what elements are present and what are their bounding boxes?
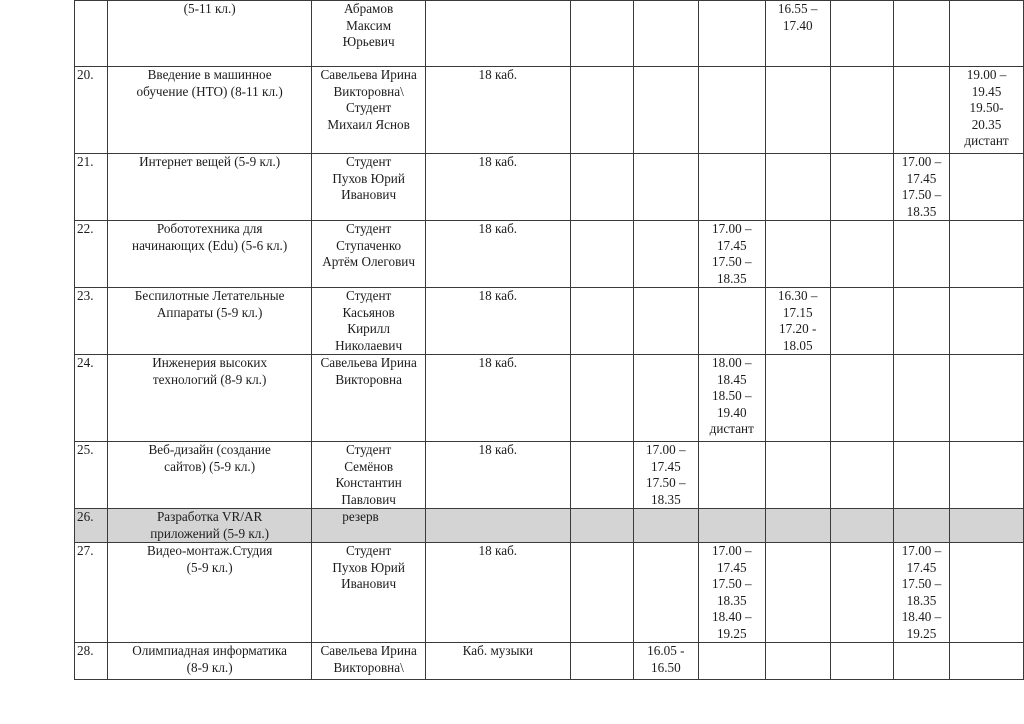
time-slot-1 — [570, 509, 633, 543]
time-slot-6 — [893, 442, 949, 509]
table-row — [75, 154, 1024, 221]
teacher-name: Савельева Ирина Викторовна — [312, 355, 426, 442]
row-number: 27. — [75, 543, 108, 643]
time-slot-3 — [699, 442, 766, 509]
time-slot-1 — [570, 67, 633, 154]
room-cell: Каб. музыки — [425, 643, 570, 680]
time-slot-7 — [950, 442, 1024, 509]
time-slot-2 — [633, 221, 698, 288]
table-row — [75, 67, 1024, 154]
time-slot-5 — [830, 543, 893, 643]
row-number: 25. — [75, 442, 108, 509]
time-slot-7 — [950, 355, 1024, 442]
time-slot-7 — [950, 154, 1024, 221]
time-slot-2 — [633, 355, 698, 442]
time-slot-4: 16.55 – 17.40 — [765, 1, 830, 67]
row-number: 26. — [75, 509, 108, 543]
time-slot-4 — [765, 221, 830, 288]
time-slot-3: 17.00 – 17.45 17.50 – 18.35 18.40 – 19.25 — [699, 543, 766, 643]
row-number: 23. — [75, 288, 108, 355]
time-slot-4 — [765, 355, 830, 442]
room-cell — [425, 1, 570, 67]
time-slot-5 — [830, 643, 893, 680]
teacher-name: резерв — [312, 509, 426, 543]
row-number: 21. — [75, 154, 108, 221]
table-row — [75, 355, 1024, 442]
time-slot-2 — [633, 509, 698, 543]
time-slot-5 — [830, 442, 893, 509]
schedule-rows — [75, 1, 1024, 680]
row-number: 20. — [75, 67, 108, 154]
row-number: 28. — [75, 643, 108, 680]
time-slot-6 — [893, 288, 949, 355]
teacher-name: Студент Пухов Юрий Иванович — [312, 154, 426, 221]
course-name: Беспилотные Летательные Аппараты (5-9 кл.) — [108, 288, 312, 355]
time-slot-2 — [633, 543, 698, 643]
time-slot-2: 17.00 – 17.45 17.50 – 18.35 — [633, 442, 698, 509]
time-slot-4 — [765, 442, 830, 509]
time-slot-6 — [893, 67, 949, 154]
room-cell: 18 каб. — [425, 67, 570, 154]
time-slot-6 — [893, 509, 949, 543]
time-slot-6 — [893, 643, 949, 680]
time-slot-7 — [950, 643, 1024, 680]
time-slot-1 — [570, 1, 633, 67]
time-slot-2 — [633, 154, 698, 221]
time-slot-2 — [633, 1, 698, 67]
time-slot-1 — [570, 288, 633, 355]
time-slot-7 — [950, 543, 1024, 643]
course-name: (5-11 кл.) — [108, 1, 312, 67]
time-slot-3 — [699, 509, 766, 543]
teacher-name: Савельева Ирина Викторовна\ — [312, 643, 426, 680]
teacher-name: Студент Касьянов Кирилл Николаевич — [312, 288, 426, 355]
time-slot-7 — [950, 1, 1024, 67]
time-slot-4 — [765, 509, 830, 543]
room-cell — [425, 509, 570, 543]
room-cell: 18 каб. — [425, 442, 570, 509]
time-slot-3 — [699, 1, 766, 67]
teacher-name: Студент Ступаченко Артём Олегович — [312, 221, 426, 288]
time-slot-4 — [765, 67, 830, 154]
room-cell: 18 каб. — [425, 154, 570, 221]
table-row — [75, 543, 1024, 643]
course-name: Инженерия высоких технологий (8-9 кл.) — [108, 355, 312, 442]
time-slot-1 — [570, 154, 633, 221]
time-slot-2 — [633, 288, 698, 355]
table-row — [75, 288, 1024, 355]
time-slot-3: 17.00 – 17.45 17.50 – 18.35 — [699, 221, 766, 288]
room-cell: 18 каб. — [425, 288, 570, 355]
row-number: 22. — [75, 221, 108, 288]
time-slot-7 — [950, 221, 1024, 288]
table-row — [75, 643, 1024, 680]
teacher-name: Студент Пухов Юрий Иванович — [312, 543, 426, 643]
time-slot-5 — [830, 1, 893, 67]
time-slot-3 — [699, 288, 766, 355]
time-slot-2: 16.05 - 16.50 — [633, 643, 698, 680]
room-cell: 18 каб. — [425, 221, 570, 288]
time-slot-6 — [893, 1, 949, 67]
schedule-table — [74, 0, 1024, 680]
time-slot-1 — [570, 442, 633, 509]
room-cell: 18 каб. — [425, 543, 570, 643]
table-row — [75, 1, 1024, 67]
time-slot-4 — [765, 154, 830, 221]
time-slot-2 — [633, 67, 698, 154]
table-row — [75, 442, 1024, 509]
teacher-name: Абрамов Максим Юрьевич — [312, 1, 426, 67]
course-name: Введение в машинное обучение (НТО) (8-11 кл.) — [108, 67, 312, 154]
time-slot-5 — [830, 221, 893, 288]
time-slot-7 — [950, 509, 1024, 543]
table-row — [75, 221, 1024, 288]
teacher-name: Савельева Ирина Викторовна\ Студент Михаил Яснов — [312, 67, 426, 154]
course-name: Разработка VR/AR приложений (5-9 кл.) — [108, 509, 312, 543]
time-slot-3 — [699, 67, 766, 154]
time-slot-4 — [765, 643, 830, 680]
time-slot-6 — [893, 221, 949, 288]
time-slot-4: 16.30 – 17.15 17.20 - 18.05 — [765, 288, 830, 355]
course-name: Робототехника для начинающих (Edu) (5-6 кл.) — [108, 221, 312, 288]
time-slot-4 — [765, 543, 830, 643]
row-number: 24. — [75, 355, 108, 442]
time-slot-1 — [570, 221, 633, 288]
time-slot-6: 17.00 – 17.45 17.50 – 18.35 — [893, 154, 949, 221]
course-name: Интернет вещей (5-9 кл.) — [108, 154, 312, 221]
time-slot-5 — [830, 67, 893, 154]
table-row — [75, 509, 1024, 543]
course-name: Видео-монтаж.Студия (5-9 кл.) — [108, 543, 312, 643]
time-slot-3 — [699, 643, 766, 680]
time-slot-3: 18.00 – 18.45 18.50 – 19.40 дистант — [699, 355, 766, 442]
time-slot-5 — [830, 355, 893, 442]
room-cell: 18 каб. — [425, 355, 570, 442]
time-slot-1 — [570, 355, 633, 442]
course-name: Олимпиадная информатика (8-9 кл.) — [108, 643, 312, 680]
time-slot-5 — [830, 154, 893, 221]
time-slot-6 — [893, 355, 949, 442]
time-slot-7 — [950, 288, 1024, 355]
time-slot-6: 17.00 – 17.45 17.50 – 18.35 18.40 – 19.25 — [893, 543, 949, 643]
row-number — [75, 1, 108, 67]
time-slot-1 — [570, 543, 633, 643]
course-name: Веб-дизайн (создание сайтов) (5-9 кл.) — [108, 442, 312, 509]
time-slot-5 — [830, 288, 893, 355]
time-slot-7: 19.00 – 19.45 19.50- 20.35 дистант — [950, 67, 1024, 154]
time-slot-5 — [830, 509, 893, 543]
teacher-name: Студент Семёнов Константин Павлович — [312, 442, 426, 509]
time-slot-1 — [570, 643, 633, 680]
time-slot-3 — [699, 154, 766, 221]
